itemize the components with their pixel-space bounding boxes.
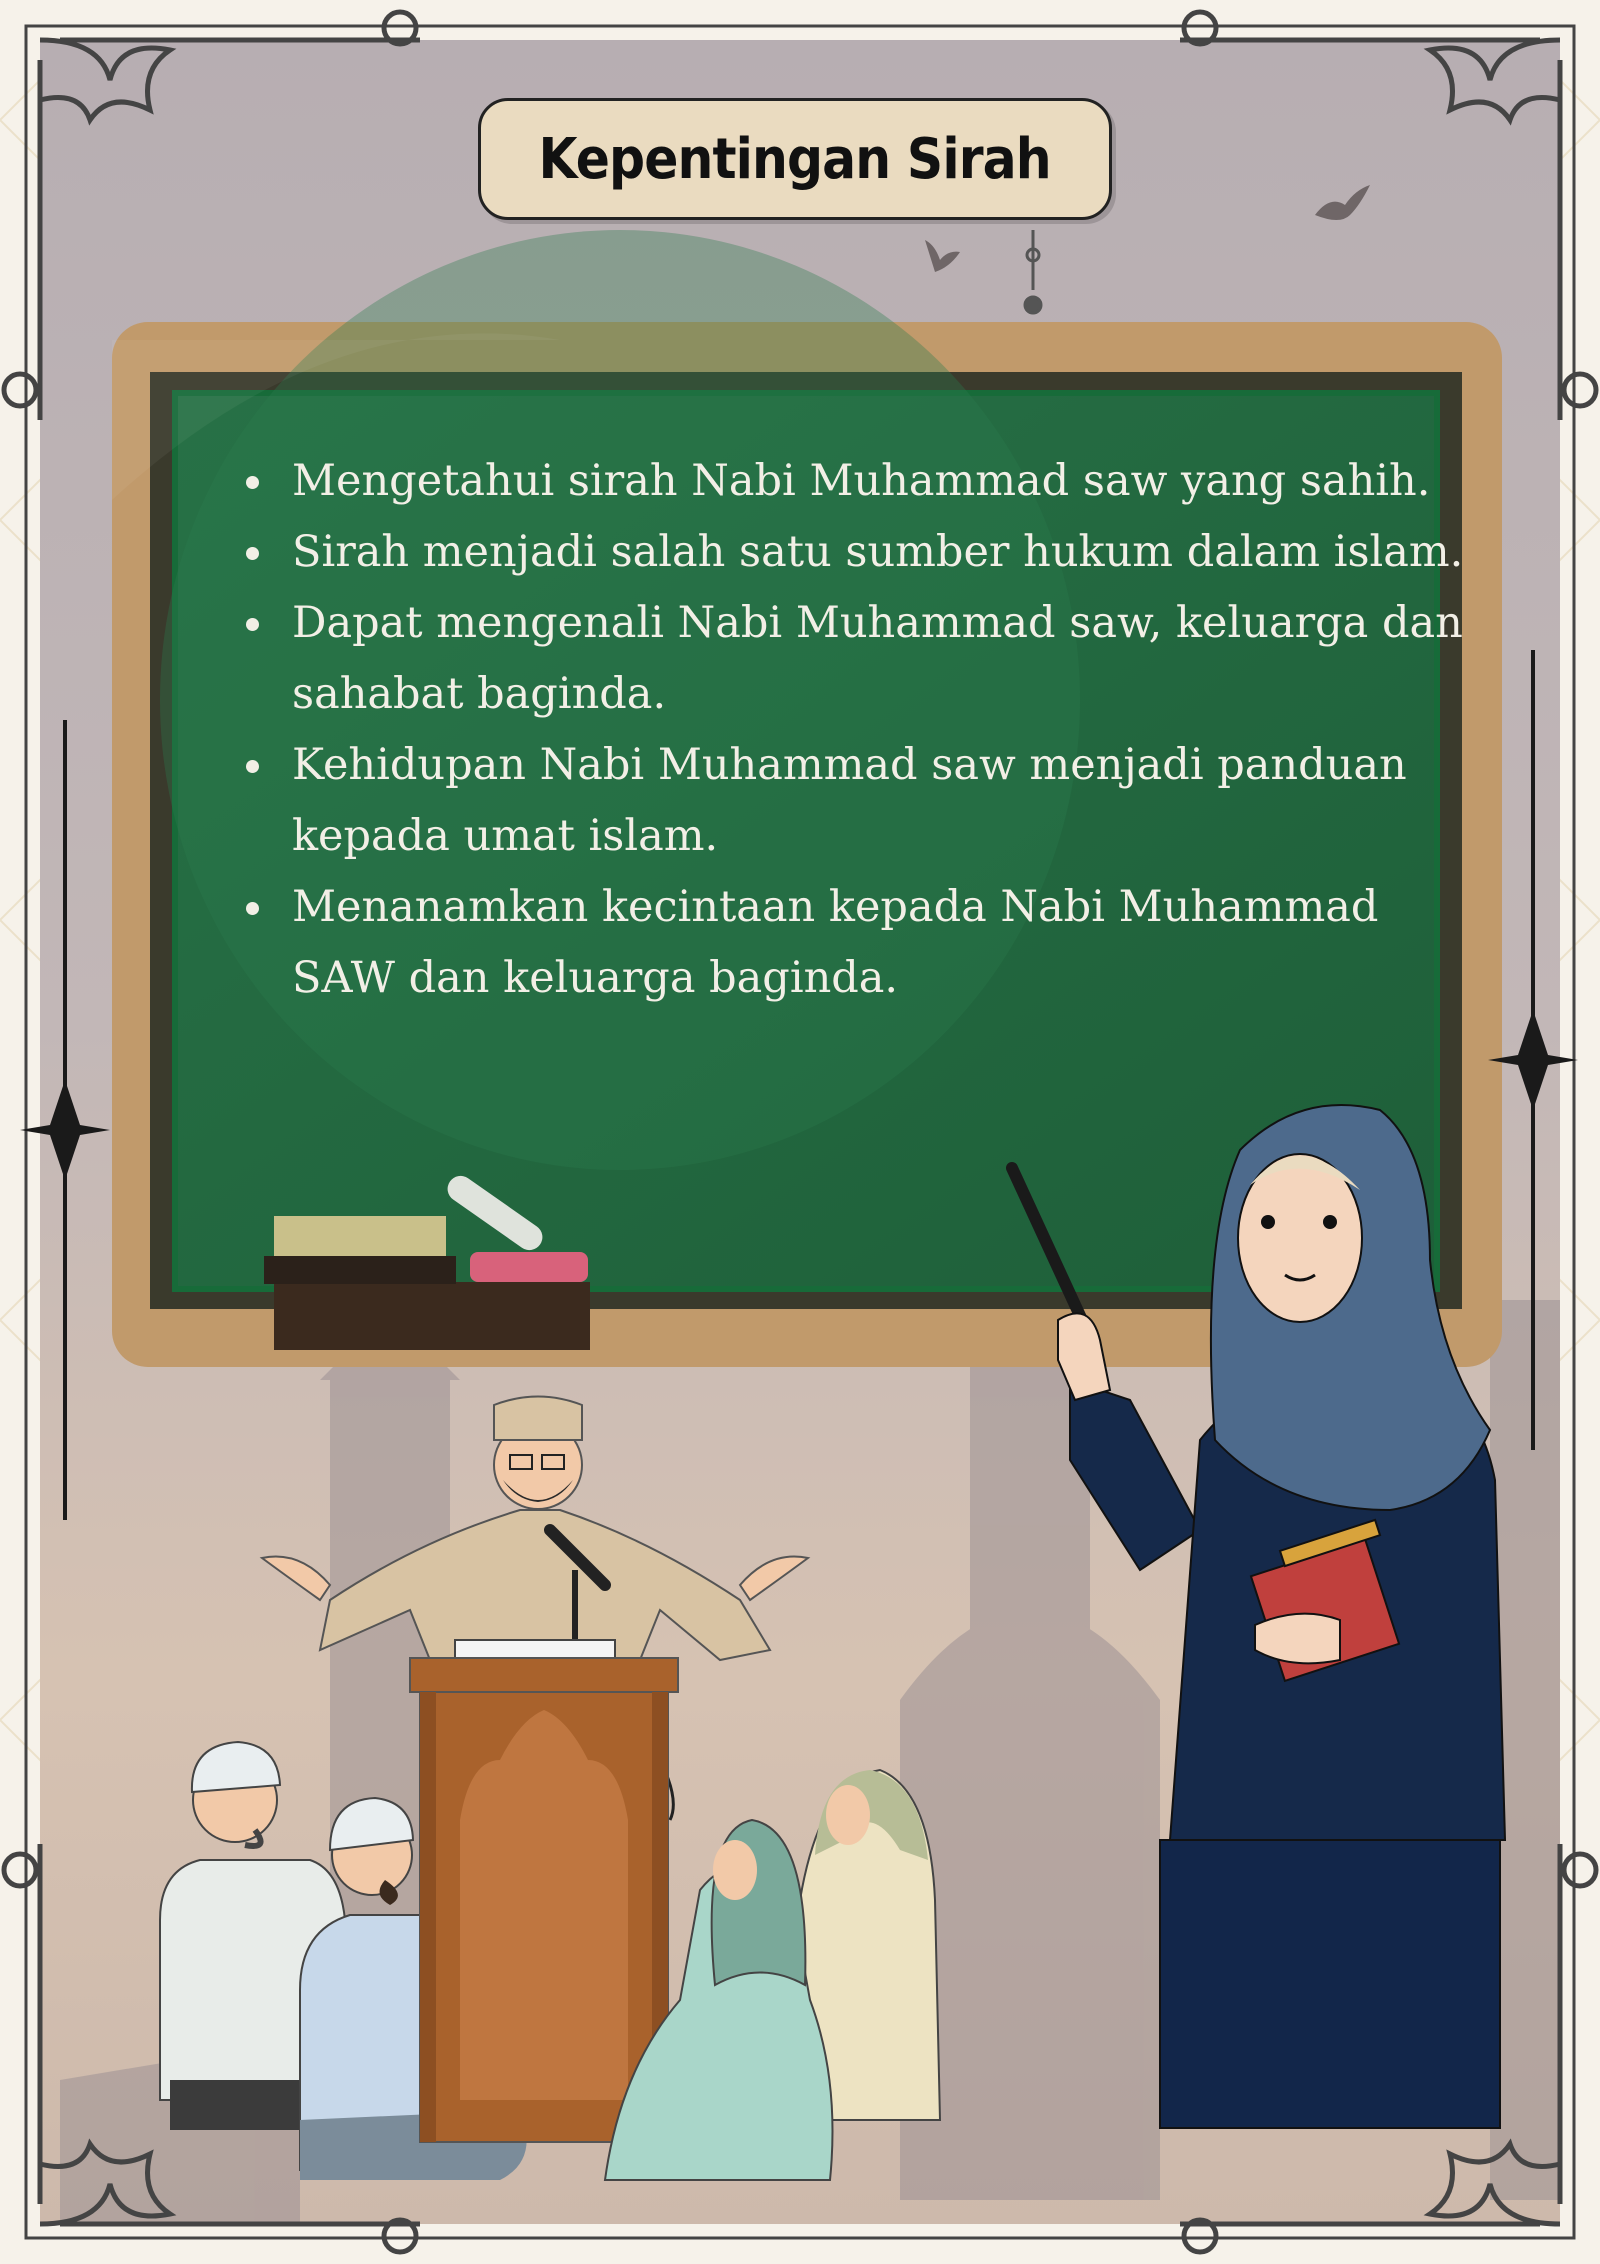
title-banner <box>478 98 1112 220</box>
list-item <box>292 588 1482 730</box>
page-title: Kepentingan Sirah <box>538 126 1052 192</box>
list-item-text: Mengetahui sirah Nabi Muhammad saw yang sahih. <box>292 456 1431 506</box>
bullet-icon <box>246 618 259 631</box>
list-item <box>292 446 1482 517</box>
importance-list <box>240 446 1482 1014</box>
list-item <box>292 730 1482 872</box>
list-item <box>292 517 1482 588</box>
bullet-icon <box>246 547 259 560</box>
bullet-icon <box>246 476 259 489</box>
list-item <box>292 872 1482 1014</box>
list-item-text: Dapat mengenali Nabi Muhammad saw, keluarga dan sahabat baginda. <box>292 598 1463 719</box>
bullet-icon <box>246 902 259 915</box>
list-item-text: Sirah menjadi salah satu sumber hukum dalam islam. <box>292 527 1464 577</box>
list-item-text: Menanamkan kecintaan kepada Nabi Muhammad SAW dan keluarga baginda. <box>292 882 1379 1003</box>
list-item-text: Kehidupan Nabi Muhammad saw menjadi panduan kepada umat islam. <box>292 740 1407 861</box>
bullet-icon <box>246 760 259 773</box>
